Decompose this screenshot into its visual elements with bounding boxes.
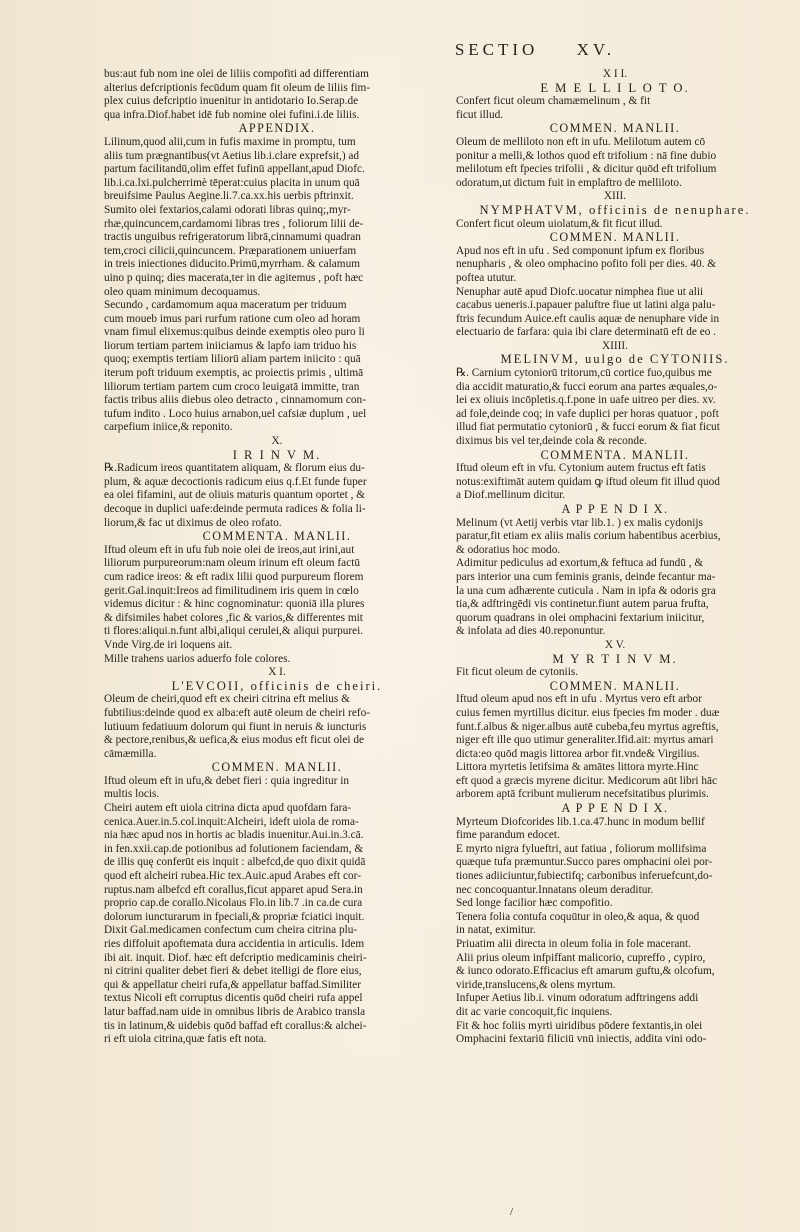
text-line: la una cum adhærente cuticula . Nam in ipfa & odoris gra <box>456 584 716 597</box>
text-line: a Diof.mellinum dicitur. <box>456 489 566 502</box>
text-line: illud fiat permutatio cytoniorū , & fucci eorum & fiat ficut <box>456 421 720 434</box>
text-line: lei ex oliuis incōpletis.q.f.pone in uafe uitreo per dies. xv. <box>456 394 716 407</box>
text-line: in treis iniectiones diducito.Primū,myrrham. & calamum <box>104 258 361 271</box>
text-line: decoque in duplici uafe:deinde permuta radices & folia li- <box>104 503 366 515</box>
text-line: cenica.Auer.in.5.col.inquit:Alcheiri, ideft uiola de roma- <box>104 815 359 828</box>
text-line: bus:aut fub nom ine olei de liliis compofiti ad differentiam <box>104 68 369 80</box>
text-line: tis in latinum,& uidebis quōd baffad eft corallus:& alchei- <box>104 1019 367 1032</box>
text-line: Confert ficut oleum chamæmelinum , & fit <box>456 95 651 108</box>
text-line: ruptus.nam albefcd eft corallus,ficut apparet apud Sera.in <box>104 883 363 896</box>
text-line: plum, & aquæ decoctionis radicum eius q.f.Et funde fuper <box>104 475 367 488</box>
text-line: tia,& adftringēdi vis continetur.fiunt autem parua frufta, <box>456 598 709 611</box>
text-line: ries diffoluit apoftemata dura accidentia in articulis. Idem <box>104 938 365 950</box>
text-line: tem,croci cilicii,quincuncem. Præparationem uniuerfam <box>104 244 357 257</box>
text-line: XIIII. <box>601 339 629 352</box>
right-column <box>456 68 774 1218</box>
text-line: nec concoquantur.Innatans oleum deraditur. <box>456 883 654 896</box>
text-line: notus:exiftimāt autem quidam ꝙ iftud oleum fit illud quod <box>456 475 720 488</box>
text-line: lib.i.ca.lxi.pulcherrimè tēperat:cuius placita in unum quā <box>104 176 360 189</box>
text-line: Iftud oleum eft in ufu,& debet fieri : quia ingreditur in <box>104 774 350 787</box>
text-line: plex cuius defcriptio inuenitur in antidotario Io.Serap.de <box>104 95 359 108</box>
text-line: Mille trahens uarios aduerfo fole colores. <box>104 652 291 665</box>
text-line: ℞.Radicum ireos quantitatem aliquam, & florum eius du- <box>104 462 365 475</box>
footer-mark: / <box>510 1206 514 1218</box>
text-line: Secundo , cardamomum aqua maceratum per triduum <box>104 299 347 312</box>
text-line: Cheiri autem eft uiola citrina dicta apud quofdam fara- <box>104 802 352 815</box>
text-line: breuifsime Paulus Aegine.li.7.ca.xx.his uerbis pftrinxit. <box>104 190 354 203</box>
text-line: Vnde Virg.de iri loquens ait. <box>104 638 233 651</box>
text-line: Adimitur pediculus ad exortum,& feftuca ad fundū , & <box>456 557 704 570</box>
text-line: ad fole,deinde coq; in vafe duplici per horas quatuor , poft <box>456 407 719 420</box>
text-line: in fen.xxii.cap.de potionibus ad folutionem faciendam, & <box>104 842 364 855</box>
text-line: Iftud oleum apud nos eft in ufu . Myrtus vero eft arbor <box>456 693 702 706</box>
text-line: Nenuphar autē apud Diofc.uocatur nimphea fiue ut alii <box>456 285 704 298</box>
text-line: Fit ficut oleum de cytoniis. <box>456 666 579 679</box>
text-line: E myrto nigra fylueftri, aut fatiua , foliorum mollifsima <box>456 842 707 855</box>
text-line: Oleum de melliloto non eft in ufu. Melilotum autem cō <box>456 135 706 148</box>
text-line: COMMEN. MANLII. <box>549 121 681 136</box>
text-line: Fit & hoc foliis myrti uiridibus pōdere fextantis,in olei <box>456 1019 703 1032</box>
text-line: textus Nicoli eft corruptus dicentis quōd cheiri rufa appel <box>104 992 363 1005</box>
text-line: partum facilitandū,olim effet fufinū appellant,apud Diofc. <box>104 163 365 176</box>
text-line: ea olei fifamini, aut de oliuis maturis quantum oportet , & <box>104 489 366 502</box>
text-line: tufum indito . Loco huius arnabon,uel cafsiæ duplum , uel <box>104 407 367 420</box>
text-line: dia accidit maturatio,& fucci eorum ana partes æquales,o- <box>456 380 718 393</box>
text-line: M Y R T I N V M. <box>552 651 678 666</box>
text-line: A P P E N D I X. <box>561 502 669 516</box>
text-line: de illis quę conferūt eis inquit : albefcd,de quo dixit quidā <box>104 856 366 869</box>
text-line: cacabus ueneris.i.papauer paluftre fiue ut latini alga palu- <box>456 299 716 312</box>
text-line: cuius femen myrtillus dicitur. eius fpecies fm moder . duæ <box>456 706 720 719</box>
text-line: odoratum,ut dictum fuit in emplaftro de melliloto. <box>456 176 682 189</box>
text-line: arborem aptā fcribunt mulierum necefsitatibus plurimis. <box>456 788 709 801</box>
text-line: poftea ututur. <box>456 271 517 284</box>
text-line: videmus dicitur : & hinc cognominatur: quoniā illa plures <box>104 598 365 611</box>
header-number: XV. <box>576 40 616 59</box>
text-line: ℞. Carnium cytoniorū tritorum,cū cortice fuo,quibus me <box>456 367 712 380</box>
text-line: X V. <box>604 638 626 651</box>
text-line: & pectore,renibus,& uefica,& eius modus eft ficut olei de <box>104 734 365 747</box>
text-line: MELINVM, uulgo de CYTONIIS. <box>500 352 730 367</box>
text-line: & iunco odorato.Efficacius eft amarum guftu,& olcofum, <box>456 965 715 978</box>
text-line: Sed longe facilior hæc compofitio. <box>456 897 613 910</box>
text-line: fubtilius:deinde quod ex alba:eft autē oleum de cheiri refo- <box>104 706 371 719</box>
text-line: Melinum (vt Aetij verbis vtar lib.1. ) ex malis cydonijs <box>456 516 703 529</box>
text-line: Confert ficut oleum uiolatum,& fit ficut illud. <box>456 217 663 230</box>
text-line: iterum poft triduum exemptis, ac proiectis primis , ultimā <box>104 367 364 380</box>
left-column <box>104 68 450 1218</box>
text-line: nenupharis , & oleo omphacino pofito foli per dies. 40. & <box>456 258 717 271</box>
text-line: ficut illud. <box>456 108 504 121</box>
text-line: liliorum purpureorum:nam oleum irinum eft oleum factū <box>104 557 361 570</box>
text-line: COMMEN. MANLII. <box>549 678 681 693</box>
running-header <box>0 40 800 60</box>
text-line: factis tribus aliis diebus oleo detracto , cinnamomum con- <box>104 394 366 407</box>
text-line: Sumito olei fextarios,calami odorati libras quinq;,myr- <box>104 203 351 216</box>
text-line: in natat, eximitur. <box>456 924 536 937</box>
text-line: proprio cap.de corallo.Nicolaus Flo.in lib.7 .in ca.de cura <box>104 897 363 910</box>
text-line: tractis unguibus refrigeratorum librā,cinnamumi quadran <box>104 231 361 244</box>
text-line: Infuper Aetius lib.i. vinum odoratum adftringens addi <box>456 992 699 1005</box>
text-line: cum radice ireos: & eft radix lilii quod purpureum florem <box>104 570 364 583</box>
text-line: quæque tufa præmuntur.Succo pares omphacini olei por- <box>456 856 713 869</box>
text-line: quorum quadrans in olei omphacini fextarium iniicitur, <box>456 611 705 624</box>
text-line: funt.f.albus & niger.albus autē cubeba,feu myrtus agreftis, <box>456 720 719 733</box>
text-line: rhæ,quincuncem,cardamomi libras tres , foliorum lilii de- <box>104 217 364 230</box>
text-line: multis locis. <box>104 788 160 801</box>
text-line: APPENDIX. <box>238 121 316 136</box>
text-line: vnam fimul elixemus:quibus deinde exemptis oleo puro li <box>104 326 365 339</box>
text-line: & infolata ad dies 40.reponuntur. <box>456 625 606 638</box>
text-line: fime parandum edocet. <box>456 829 560 842</box>
text-line: & odoratius hoc modo. <box>456 543 561 556</box>
text-line: viride,translucens,& olens myrtum. <box>456 978 616 991</box>
text-line: liliorum tertiam partem cum croco leuigatā immitte, tran <box>104 380 360 393</box>
text-line: eft quod a græcis myrene dicitur. Medicorum aūt libri hāc <box>456 774 718 787</box>
text-line: cāmæmilla. <box>104 747 157 760</box>
text-line: Iftud oleum eft in ufu fub noie olei de ireos,aut irini,aut <box>104 543 355 556</box>
text-line: NYMPHATVM, officinis de nenuphare. <box>479 202 751 217</box>
text-line: E M E L L I L O T O. <box>540 80 690 95</box>
text-line: ni citrini qualiter debet fieri & debet itelligi de flore eius, <box>104 965 362 978</box>
text-line: X. <box>271 435 283 448</box>
text-line: Dixit Gal.medicamen confectum cum cheira citrina plu- <box>104 924 358 937</box>
text-line: liorum,& fac ut diximus de oleo rofato. <box>104 516 282 529</box>
text-line: dicta:eo quōd magis littorea arbor fit.vnde& Virgilius. <box>456 747 700 760</box>
text-line: X I I. <box>602 68 628 80</box>
text-line: alterius defcriptionis fecūdum quam fit oleum de liliis fim- <box>104 81 371 94</box>
text-line: gerit.Gal.inquit:Ireos ad fimilitudinem iris quem in cœlo <box>104 584 359 597</box>
text-line: ftris fecundum Auice.eft caulis aquæ de nenuphare vide in <box>456 312 720 325</box>
text-line: Tenera folia contufa coquūtur in oleo,& aqua, & quod <box>456 910 700 923</box>
text-line: X I. <box>268 666 286 679</box>
text-line: quoq; exemptis tertiam liliorū aliam partem iniicito : quā <box>104 353 361 366</box>
text-line: Alii prius oleum infpiffant malicorio, cupreffo , cypiro, <box>456 951 706 964</box>
text-line: aliis tum prægnantibus(vt Aetius lib.i.clare exprefsit,) ad <box>104 149 360 162</box>
text-line: dolorum iuncturarum in fpeciali,& propriæ fciatici inquit. <box>104 910 365 923</box>
text-line: L'EVCOII, officinis de cheiri. <box>171 678 383 693</box>
text-line: niger eft ille quo utimur generaliter.Ifid.ait: myrtus amari <box>456 734 714 747</box>
text-line: Iftud oleum eft in vfu. Cytonium autem fructus eft fatis <box>456 462 706 475</box>
text-line: quod eft alcheiri rubea.Hic tex.Auic.apud Arabes eft cor- <box>104 870 361 883</box>
text-line: cum moueb imus pari rurfum ratione cum oleo ad horam <box>104 312 361 325</box>
text-line: Myrteum Diofcorides lib.1.ca.47.hunc in modum bellif <box>456 815 705 828</box>
text-line: Priuatim alii directa in oleum folia in fole macerant. <box>456 938 691 950</box>
text-line: I R I N V M. <box>232 447 322 462</box>
text-line: dit ac varie concoquit,fic inquiens. <box>456 1005 613 1018</box>
text-line: COMMENTA. MANLII. <box>202 529 352 544</box>
text-line: ri eft uiola citrina,quæ fatis eft nota. <box>104 1033 267 1046</box>
text-line: XIII. <box>603 190 627 203</box>
text-line: qui & appellatur cheiri rufa,& appellatur baffad.Similiter <box>104 978 362 991</box>
text-line: tiones adiiciuntur,fubiectifq; carbonibus inferuefcunt,do- <box>456 870 713 883</box>
text-line: nia hæc apud nos in hortis ac bladis inuenitur.Aui.in.3.cā. <box>104 829 364 842</box>
text-line: Apud nos eft in ufu . Sed componunt ipfum ex floribus <box>456 244 705 257</box>
text-line: qua infra.Diof.habet idē fub nomine olei fufini.i.de liliis. <box>104 108 360 121</box>
text-line: melilotum eft fpecies trifolii , & dicitur quōd eft trifolium <box>456 163 717 176</box>
text-line: latur baffad.nam uide in omnibus libris de Arabico transla <box>104 1005 366 1018</box>
text-line: uino p quinq; dies maceratа,ter in die agitemus , poft hæc <box>104 271 364 284</box>
text-line: diximus bis vel ter,deinde cola & reconde. <box>456 435 647 448</box>
text-line: COMMENTA. MANLII. <box>540 447 690 462</box>
text-line: Littora myrtetis letifsima & amātes littora myrte.Hinc <box>456 761 699 774</box>
text-line: electuario de farfara: quia ibi clare determinatū eft de eo . <box>456 326 716 339</box>
text-line: pars interior una cum feminis granis, deinde fecantur ma- <box>456 570 716 583</box>
text-line: & difsimiles habet colores ,fic & varios,& differentes mit <box>104 611 363 624</box>
text-line: ibi ait. inquit. Diof. hæc eft defcriptio medicaminis cheiri- <box>104 951 367 964</box>
header-section: SECTIO <box>454 40 539 59</box>
text-line: ponitur a melli,& lothos quod eft trifolium : nā fine dubio <box>456 149 717 162</box>
text-line: COMMEN. MANLII. <box>211 760 343 775</box>
text-line: Oleum de cheiri,quod eft ex cheiri citrina eft melius & <box>104 693 350 706</box>
text-line: liorum tertiam partem iniiciamus & lapfo iam triduo his <box>104 339 357 352</box>
text-line: ti flores:aliqui.n.funt albi,aliqui cerulei,& aliqui purpurei. <box>104 625 364 638</box>
text-line: A P P E N D I X. <box>561 801 669 816</box>
text-line: paratur,fit etiam ex aliis malis corium habentibus acerbius, <box>456 530 721 543</box>
text-line: carpefium iniice,& reponito. <box>104 421 233 434</box>
text-line: Omphacini fextariū filiciū vnū iniectis, addita vini odo- <box>456 1033 707 1046</box>
text-line: Lilinum,quod alii,cum in fufis maxime in promptu, tum <box>104 135 356 148</box>
text-line: COMMEN. MANLII. <box>549 230 681 245</box>
text-line: oleo quam minimum decoquamus. <box>104 285 261 298</box>
text-line: lutiuum fedatiuum dolorum qui fiunt in neruis & iuncturis <box>104 720 367 733</box>
